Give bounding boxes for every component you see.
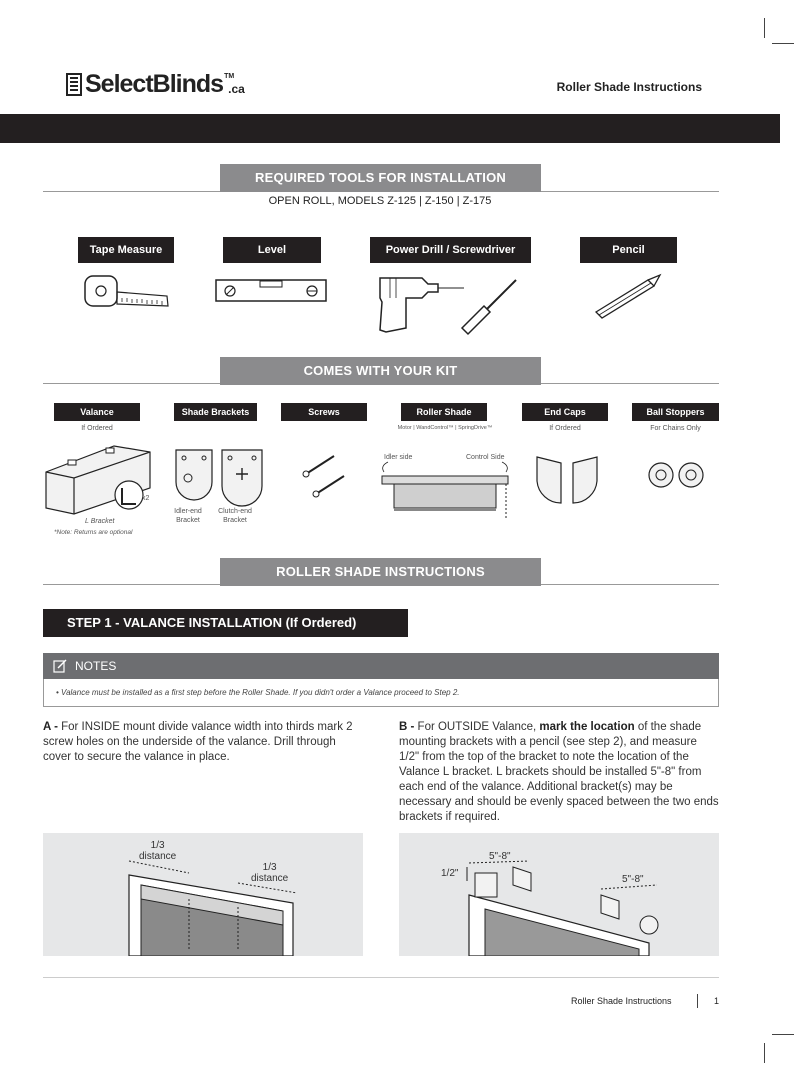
instruction-a-text: For INSIDE mount divide valance width into thirds mark 2 screw holes on the underside of the valance. Drill through cover to secure the valance in place.: [43, 721, 353, 763]
notes-label: NOTES: [75, 659, 117, 673]
step1-title: STEP 1 - VALANCE INSTALLATION (If Ordered): [43, 609, 408, 637]
logo-text: SelectBlinds: [85, 70, 224, 98]
tool-label-tape-measure: Tape Measure: [78, 237, 174, 263]
instructions-section-title: ROLLER SHADE INSTRUCTIONS: [220, 558, 541, 586]
fig-a-third-2-frac: 1/3: [262, 862, 277, 873]
kit-label-screws: Screws: [281, 403, 367, 421]
end-caps-icon: [533, 455, 605, 507]
valance-x2: x2: [142, 495, 150, 502]
roller-shade-icon: [378, 462, 518, 524]
footer-title: Roller Shade Instructions: [571, 996, 672, 1006]
ball-stoppers-icon: [647, 460, 707, 490]
figure-a-drawing: [43, 833, 363, 956]
fig-b-dist-2: 5"-8": [622, 874, 644, 885]
idler-end-bracket-label: [170, 507, 206, 525]
fig-a-third-1-frac: 1/3: [150, 840, 165, 851]
page-number: 1: [714, 996, 720, 1006]
figure-a-inside-mount: [43, 833, 363, 956]
kit-label-roller-shade: Roller Shade: [401, 403, 487, 421]
tools-section-title: REQUIRED TOOLS FOR INSTALLATION: [220, 164, 541, 192]
clutch-end-line2: Bracket: [223, 517, 247, 524]
control-side-label: Control Side: [466, 454, 505, 461]
kit-note-valance: If Ordered: [81, 425, 113, 432]
tool-label-drill: Power Drill / Screwdriver: [370, 237, 531, 263]
kit-label-end-caps: End Caps: [522, 403, 608, 421]
instruction-b-text-1: For OUTSIDE Valance,: [417, 721, 537, 733]
kit-note-roller-shade: Motor | WandControl™ | SpringDrive™: [397, 425, 493, 431]
instruction-a: [43, 720, 363, 765]
tape-measure-icon: [84, 274, 174, 310]
notes-header: [43, 653, 719, 679]
kit-section-title: COMES WITH YOUR KIT: [220, 357, 541, 385]
screwdriver-icon: [458, 276, 522, 336]
brand-logo: [66, 72, 245, 96]
clutch-end-bracket-label: [214, 507, 256, 525]
models-subtitle: OPEN ROLL, MODELS Z-125 | Z-150 | Z-175: [268, 195, 492, 207]
instruction-b: [399, 720, 719, 825]
kit-note-ball-stoppers: For Chains Only: [650, 425, 701, 432]
blinds-icon: [66, 73, 82, 96]
screws-icon: [300, 452, 350, 502]
logo-tm: TM: [224, 73, 235, 80]
kit-label-valance: Valance: [54, 403, 140, 421]
shade-brackets-icon: [172, 446, 268, 504]
document-title: Roller Shade Instructions: [556, 80, 702, 94]
edit-note-icon: [53, 659, 67, 673]
fig-a-third-2: [251, 862, 288, 884]
figure-b-outside-mount: [399, 833, 719, 956]
kit-label-ball-stoppers: Ball Stoppers: [632, 403, 719, 421]
fig-a-third-1: [139, 840, 176, 862]
idler-end-line2: Bracket: [176, 517, 200, 524]
tool-label-level: Level: [223, 237, 321, 263]
valance-icon: [44, 438, 154, 522]
logo-ca: .ca: [228, 82, 245, 96]
l-bracket-label: L Bracket: [85, 518, 115, 525]
fig-b-dist-1: 5"-8": [489, 851, 511, 862]
crop-mark: [764, 1043, 765, 1063]
idler-side-label: Idler side: [384, 454, 413, 461]
level-icon: [215, 279, 327, 303]
crop-mark: [772, 1034, 794, 1035]
pencil-icon: [594, 274, 664, 320]
footer-separator: [697, 994, 698, 1008]
instruction-b-bold: mark the location: [539, 721, 635, 733]
tool-label-pencil: Pencil: [580, 237, 677, 263]
notes-text: • Valance must be installed as a first step before the Roller Shade. If you didn't order a Valance proceed to Step 2.: [43, 679, 719, 707]
fig-a-third-2-word: distance: [251, 873, 289, 884]
clutch-end-line1: Clutch-end: [218, 508, 252, 515]
instruction-b-prefix: B -: [399, 721, 415, 733]
kit-label-shade-brackets: Shade Brackets: [174, 403, 257, 421]
instruction-a-prefix: A -: [43, 721, 58, 733]
figure-b-drawing: [399, 833, 719, 956]
crop-mark: [772, 43, 794, 44]
instruction-b-text-2: of the shade mounting brackets with a pencil (see step 2), and measure 1/2" from the top of the bracket to note the location of the Valance L bracket. L brackets should be installed 5"-8" from each end of the valance. Additional bracket(s) may be necessary and should be evenly spaced between the two ends brackets if required.: [399, 721, 719, 823]
crop-mark: [764, 18, 765, 38]
fig-a-third-1-word: distance: [139, 851, 177, 862]
kit-note-end-caps: If Ordered: [549, 425, 581, 432]
header-bar: [0, 114, 780, 143]
footer-divider: [43, 977, 719, 978]
idler-end-line1: Idler-end: [174, 508, 202, 515]
fig-b-half-inch: 1/2": [441, 868, 459, 879]
returns-note: *Note: Returns are optional: [54, 529, 133, 536]
